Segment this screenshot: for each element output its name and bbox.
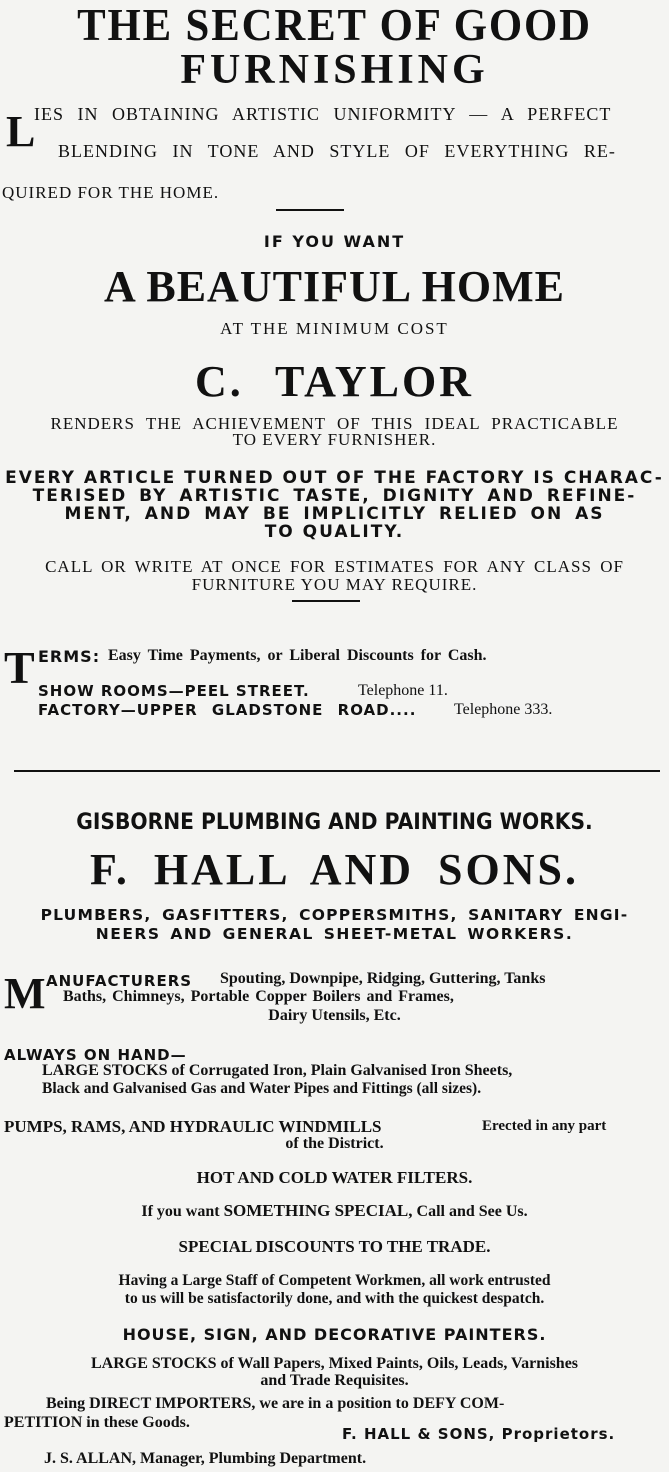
pumps-line-1: PUMPS, RAMS, AND HYDRAULIC WINDMILLS	[4, 1117, 382, 1136]
filters: HOT AND COLD WATER FILTERS.	[196, 1168, 473, 1187]
staff-line-1: Having a Large Staff of Competent Workmen, all work entrusted	[118, 1272, 551, 1289]
factory-phone: Telephone 333.	[454, 701, 553, 718]
manager-line: J. S. ALLAN, Manager, Plumbing Department.	[44, 1450, 367, 1467]
drop-cap-l: L	[6, 107, 36, 156]
intro-line-2: BLENDING IN TONE AND STYLE OF EVERYTHING RE-	[58, 141, 616, 161]
pumps-line-2: of the District.	[285, 1135, 384, 1152]
painters-heading: HOUSE, SIGN, AND DECORATIVE PAINTERS.	[122, 1325, 547, 1344]
every-article-line-2: TERISED BY ARTISTIC TASTE, DIGNITY AND REFINE-	[32, 486, 637, 506]
manufacturers-line-2: Baths, Chimneys, Portable Copper Boilers and Frames,	[63, 988, 454, 1005]
taylor-name: C. TAYLOR	[195, 357, 474, 406]
trades-line-1: PLUMBERS, GASFITTERS, COPPERSMITHS, SANITARY ENGI-	[40, 906, 629, 924]
terms-label: ERMS:	[38, 647, 101, 666]
every-article-line-4: TO QUALITY.	[264, 522, 405, 542]
special-line	[0, 1201, 669, 1221]
every-article-line-3: MENT, AND MAY BE IMPLICITLY RELIED ON AS	[64, 504, 605, 524]
intro-line-3: QUIRED FOR THE HOME.	[2, 183, 220, 202]
trades-line-2: NEERS AND GENERAL SHEET-METAL WORKERS.	[95, 925, 574, 943]
staff-line-2: to us will be satisfactorily done, and with the quickest despatch.	[124, 1290, 545, 1307]
divider-rule	[292, 600, 360, 602]
papers-line-1: LARGE STOCKS of Wall Papers, Mixed Paints, Oils, Leads, Varnishes	[90, 1355, 579, 1372]
special-pre: If you want	[141, 1203, 220, 1220]
minimum-cost: AT THE MINIMUM COST	[220, 319, 449, 338]
renders-line-2: TO EVERY FURNISHER.	[232, 430, 437, 449]
manufacturers-line-3: Dairy Utensils, Etc.	[268, 1007, 401, 1024]
drop-cap-t: T	[4, 642, 35, 693]
papers-line-2: and Trade Requisites.	[260, 1372, 409, 1389]
renders-line-1: RENDERS THE ACHIEVEMENT OF THIS IDEAL PRACTICABLE	[50, 414, 619, 433]
drop-cap-m: M	[4, 969, 46, 1018]
showrooms-label: SHOW ROOMS—PEEL STREET.	[38, 682, 310, 700]
call-line-1: CALL OR WRITE AT ONCE FOR ESTIMATES FOR ANY CLASS OF	[45, 557, 624, 576]
factory-label: FACTORY—UPPER GLADSTONE ROAD....	[38, 701, 417, 719]
hall-name: F. HALL AND SONS.	[90, 845, 579, 894]
headline-line-1: THE SECRET OF GOOD	[77, 0, 592, 50]
advertisement-separator	[14, 770, 660, 772]
pumps-line-1b: Erected in any part	[482, 1118, 607, 1134]
importers-line-2: PETITION in these Goods.	[4, 1414, 190, 1431]
special-mid: SOMETHING SPECIAL,	[223, 1201, 413, 1220]
manufacturers-line-1: Spouting, Downpipe, Ridging, Guttering, Tanks	[220, 970, 546, 987]
stocks-line-1: LARGE STOCKS of Corrugated Iron, Plain Galvanised Iron Sheets,	[42, 1062, 513, 1079]
trade-discounts: SPECIAL DISCOUNTS TO THE TRADE.	[178, 1237, 491, 1256]
call-line-2: FURNITURE YOU MAY REQUIRE.	[191, 575, 478, 594]
special-post: Call and See Us.	[416, 1203, 528, 1220]
beautiful-home-heading: A BEAUTIFUL HOME	[104, 262, 565, 311]
divider-rule	[276, 209, 344, 211]
works-heading: GISBORNE PLUMBING AND PAINTING WORKS.	[76, 810, 593, 835]
proprietors: F. HALL & SONS, Proprietors.	[342, 1425, 616, 1443]
always-on-hand: ALWAYS ON HAND—	[4, 1046, 187, 1064]
showrooms-phone: Telephone 11.	[358, 682, 448, 699]
if-you-want: IF YOU WANT	[263, 232, 406, 251]
importers-line-1: Being DIRECT IMPORTERS, we are in a position to DEFY COM-	[46, 1395, 505, 1412]
headline-line-2: FURNISHING	[180, 47, 489, 93]
stocks-line-2: Black and Galvanised Gas and Water Pipes and Fittings (all sizes).	[42, 1080, 482, 1097]
manufacturers-label: ANUFACTURERS	[46, 972, 193, 990]
intro-line-1: IES IN OBTAINING ARTISTIC UNIFORMITY — A PERFECT	[34, 104, 612, 124]
terms-text: Easy Time Payments, or Liberal Discounts for Cash.	[108, 647, 487, 664]
every-article-line-1: EVERY ARTICLE TURNED OUT OF THE FACTORY IS CHARAC-	[5, 468, 664, 488]
